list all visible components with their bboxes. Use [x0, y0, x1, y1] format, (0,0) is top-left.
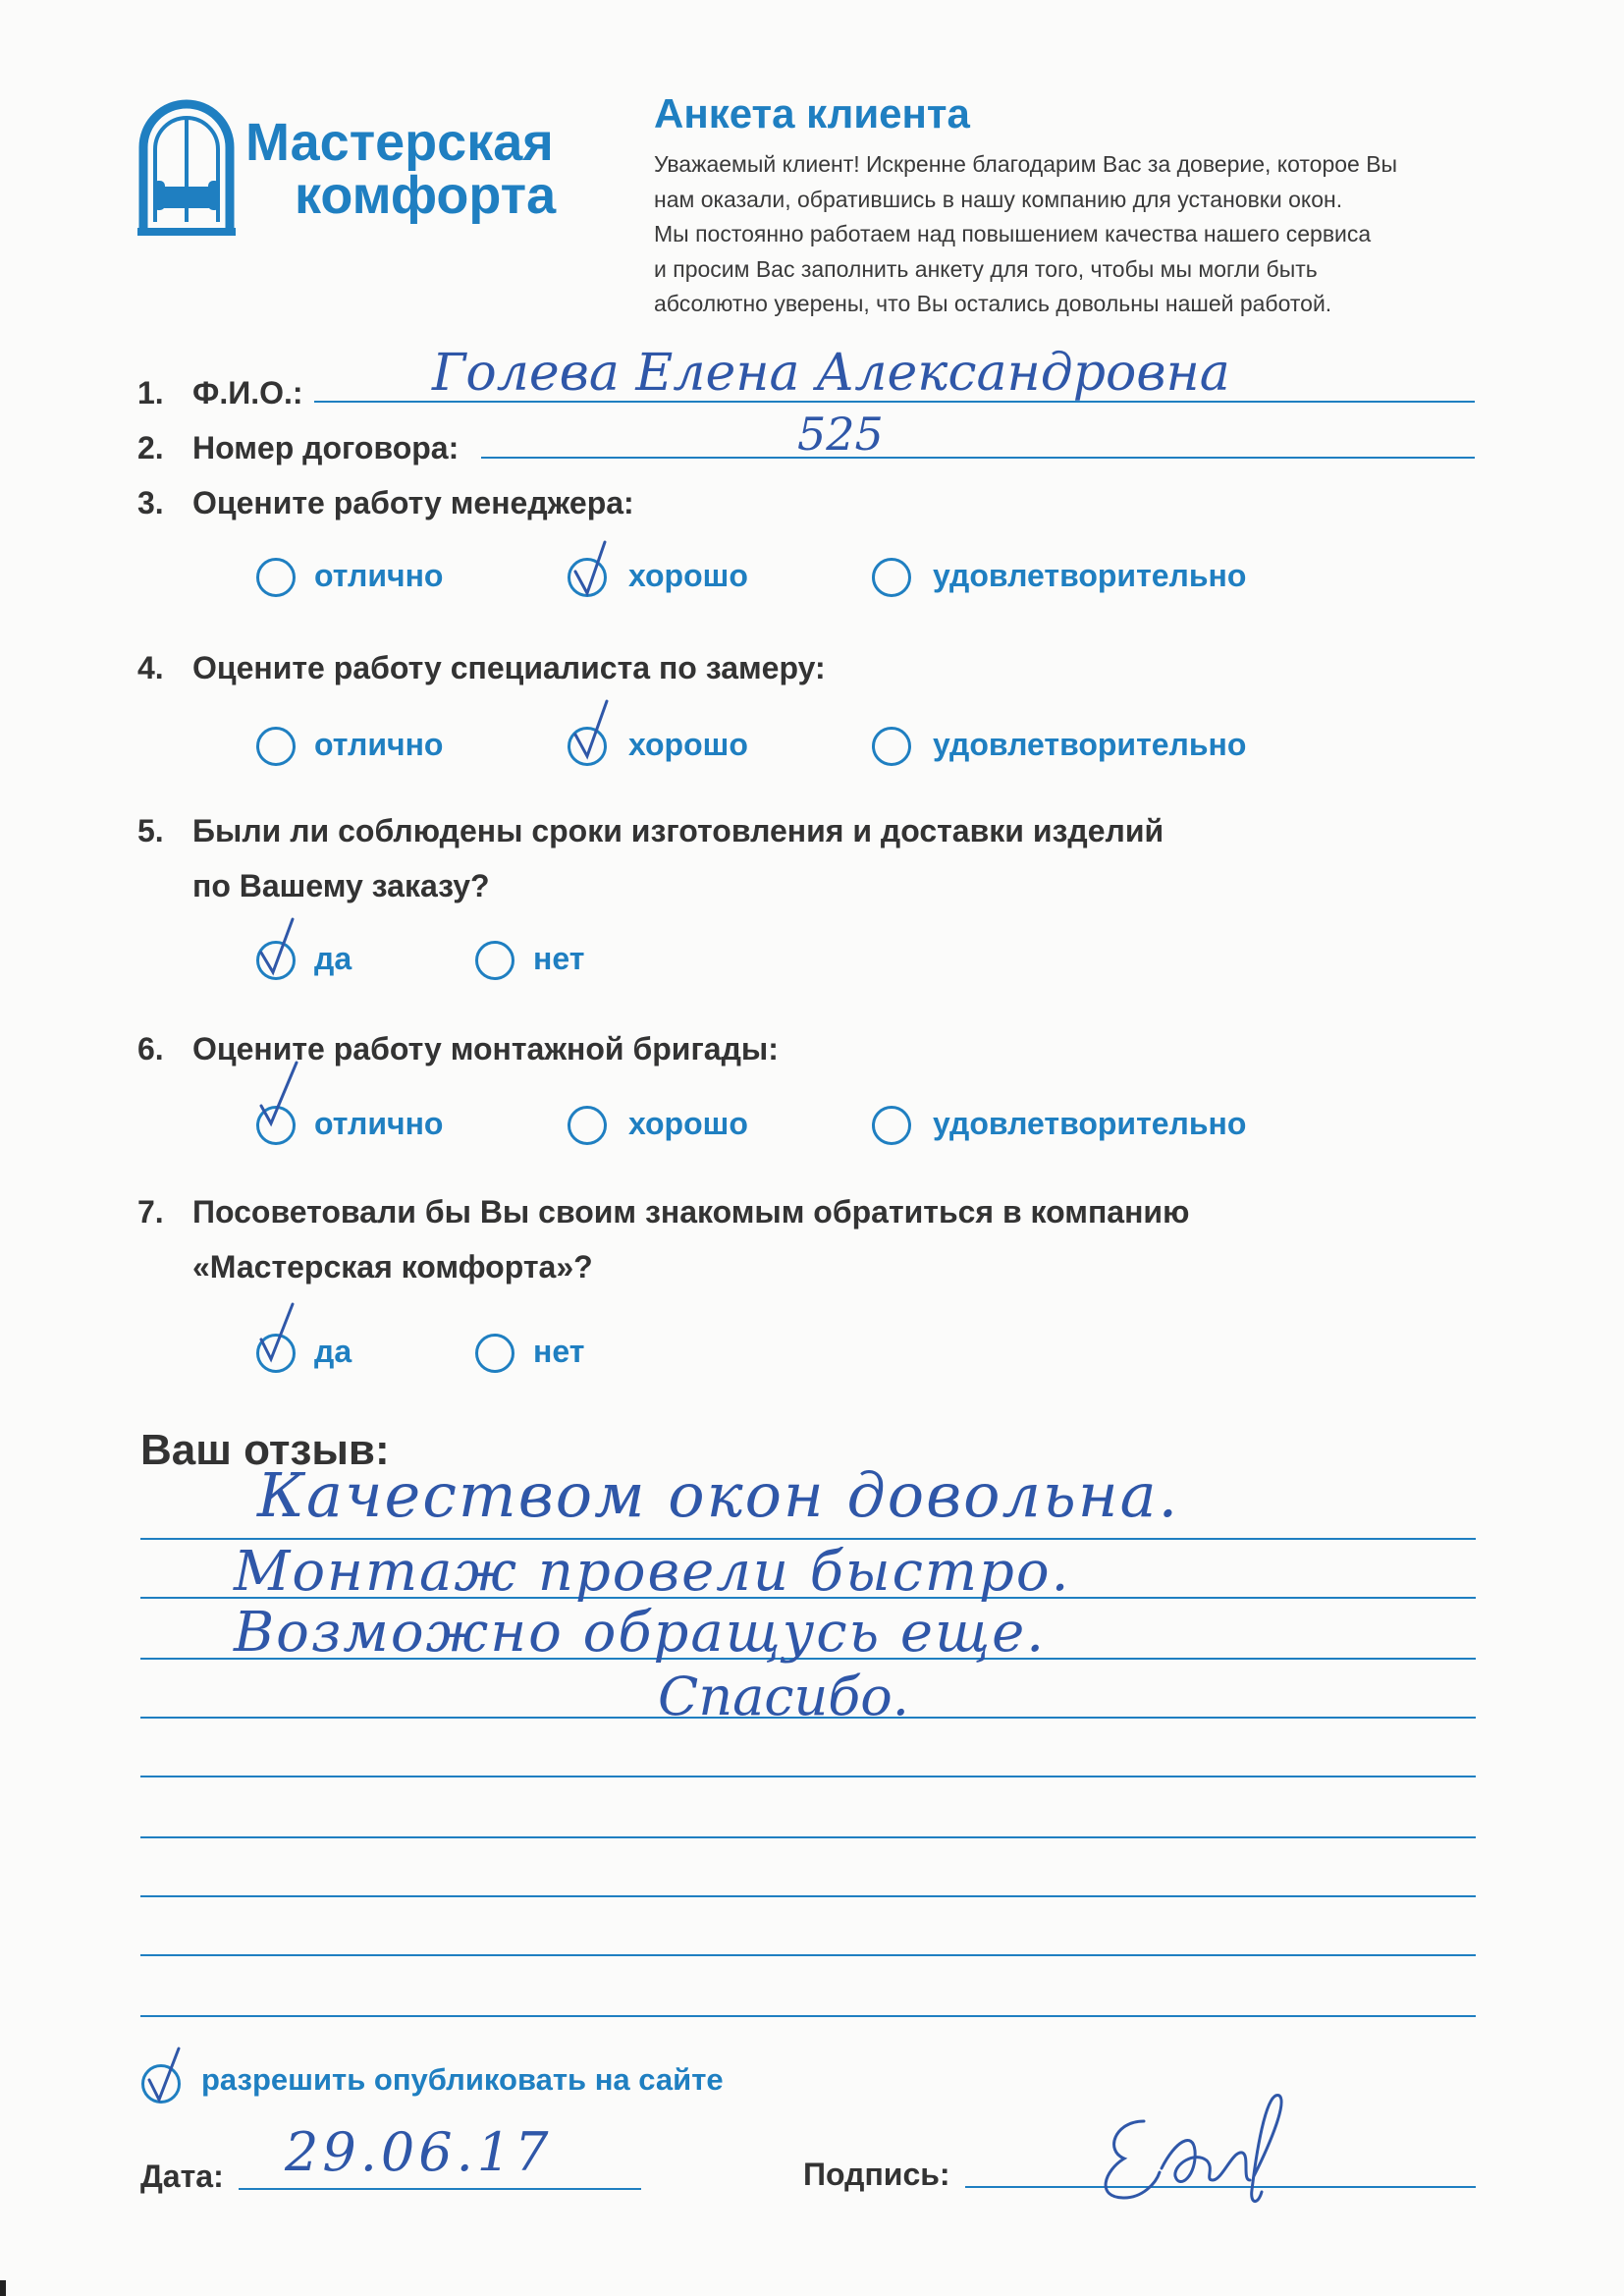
q5-number: 5. [137, 813, 164, 848]
q6-option-label: отлично [314, 1106, 444, 1141]
q6-option-label: хорошо [628, 1106, 748, 1141]
q5-option-label: нет [533, 941, 585, 976]
q7-number: 7. [137, 1194, 164, 1230]
q5-radio-no[interactable] [475, 941, 514, 980]
checkmark-icon [569, 699, 609, 758]
logo-line-1: Мастерская [245, 113, 554, 172]
q4-option-label: хорошо [628, 727, 748, 762]
q7-label-line-2: «Мастерская комфорта»? [192, 1249, 593, 1285]
review-handwriting-line: Монтаж провели быстро. [234, 1540, 1071, 1604]
q1-name-field[interactable]: Голева Елена Александровна [432, 344, 1230, 403]
logo-wordmark [245, 113, 557, 225]
q2-label: Номер договора: [192, 430, 460, 465]
q3-label: Оцените работу менеджера: [192, 485, 634, 520]
review-line [140, 2015, 1476, 2017]
signature-label: Подпись: [803, 2157, 950, 2192]
q4-radio-excellent[interactable] [256, 727, 296, 766]
q7-option-label: да [314, 1334, 352, 1369]
date-label: Дата: [140, 2159, 224, 2194]
date-line [239, 2188, 641, 2190]
q4-number: 4. [137, 650, 164, 685]
review-title: Ваш отзыв: [140, 1426, 390, 1474]
checkmark-icon [143, 2043, 183, 2102]
q3-radio-excellent[interactable] [256, 558, 296, 597]
date-field[interactable]: 29.06.17 [285, 2121, 553, 2183]
review-line [140, 1776, 1476, 1777]
q5-label-line-1: Были ли соблюдены сроки изготовления и доставки изделий [192, 813, 1164, 848]
review-line [140, 1836, 1476, 1838]
intro-line: нам оказали, обратившись в нашу компанию для установки окон. [654, 186, 1343, 212]
q6-label: Оцените работу монтажной бригады: [192, 1031, 779, 1066]
form-title: Анкета клиента [654, 90, 970, 137]
q3-option-label: отлично [314, 558, 444, 593]
q6-radio-good[interactable] [568, 1106, 607, 1145]
intro-line: и просим Вас заполнить анкету для того, чтобы мы могли быть [654, 255, 1318, 282]
q6-option-label: удовлетворительно [933, 1106, 1247, 1141]
intro-line: абсолютно уверены, что Вы остались довольны нашей работой. [654, 291, 1332, 316]
q5-label-line-2: по Вашему заказу? [192, 868, 490, 903]
q3-radio-satisfactory[interactable] [872, 558, 911, 597]
logo-line-2: комфорта [295, 166, 557, 225]
intro-text [654, 147, 1489, 322]
review-handwriting-line: Спасибо. [658, 1666, 909, 1727]
q4-option-label: отлично [314, 727, 444, 762]
q7-option-label: нет [533, 1334, 585, 1369]
review-handwriting-line: Качеством окон довольна. [257, 1459, 1180, 1531]
review-line [140, 1895, 1476, 1897]
checkmark-icon [569, 538, 609, 597]
signature-image [1085, 2082, 1301, 2210]
q2-number: 2. [137, 430, 164, 465]
q6-number: 6. [137, 1031, 164, 1066]
q3-option-label: хорошо [628, 558, 748, 593]
q7-radio-no[interactable] [475, 1334, 514, 1373]
q1-number: 1. [137, 375, 164, 410]
q7-label-line-1: Посоветовали бы Вы своим знакомым обратиться в компанию [192, 1194, 1190, 1230]
logo-window-icon [137, 98, 236, 236]
q4-radio-satisfactory[interactable] [872, 727, 911, 766]
intro-line: Мы постоянно работаем над повышением качества нашего сервиса [654, 221, 1372, 246]
q3-number: 3. [137, 485, 164, 520]
q2-answer-line [481, 457, 1475, 459]
q5-option-label: да [314, 941, 352, 976]
q6-radio-satisfactory[interactable] [872, 1106, 911, 1145]
q4-label: Оцените работу специалиста по замеру: [192, 650, 826, 685]
intro-line: Уважаемый клиент! Искренне благодарим Вас за доверие, которое Вы [654, 151, 1398, 177]
q1-label: Ф.И.О.: [192, 375, 303, 410]
review-handwriting-line: Возможно обращусь еще. [234, 1601, 1047, 1665]
checkmark-icon [257, 1063, 297, 1121]
checkmark-icon [257, 915, 297, 974]
publish-label: разрешить опубликовать на сайте [201, 2062, 724, 2097]
q4-option-label: удовлетворительно [933, 727, 1247, 762]
q2-contract-field[interactable]: 525 [797, 408, 884, 461]
checkmark-icon [257, 1300, 297, 1359]
q3-option-label: удовлетворительно [933, 558, 1247, 593]
scan-edge-mark [0, 2280, 6, 2296]
review-line [140, 1954, 1476, 1956]
